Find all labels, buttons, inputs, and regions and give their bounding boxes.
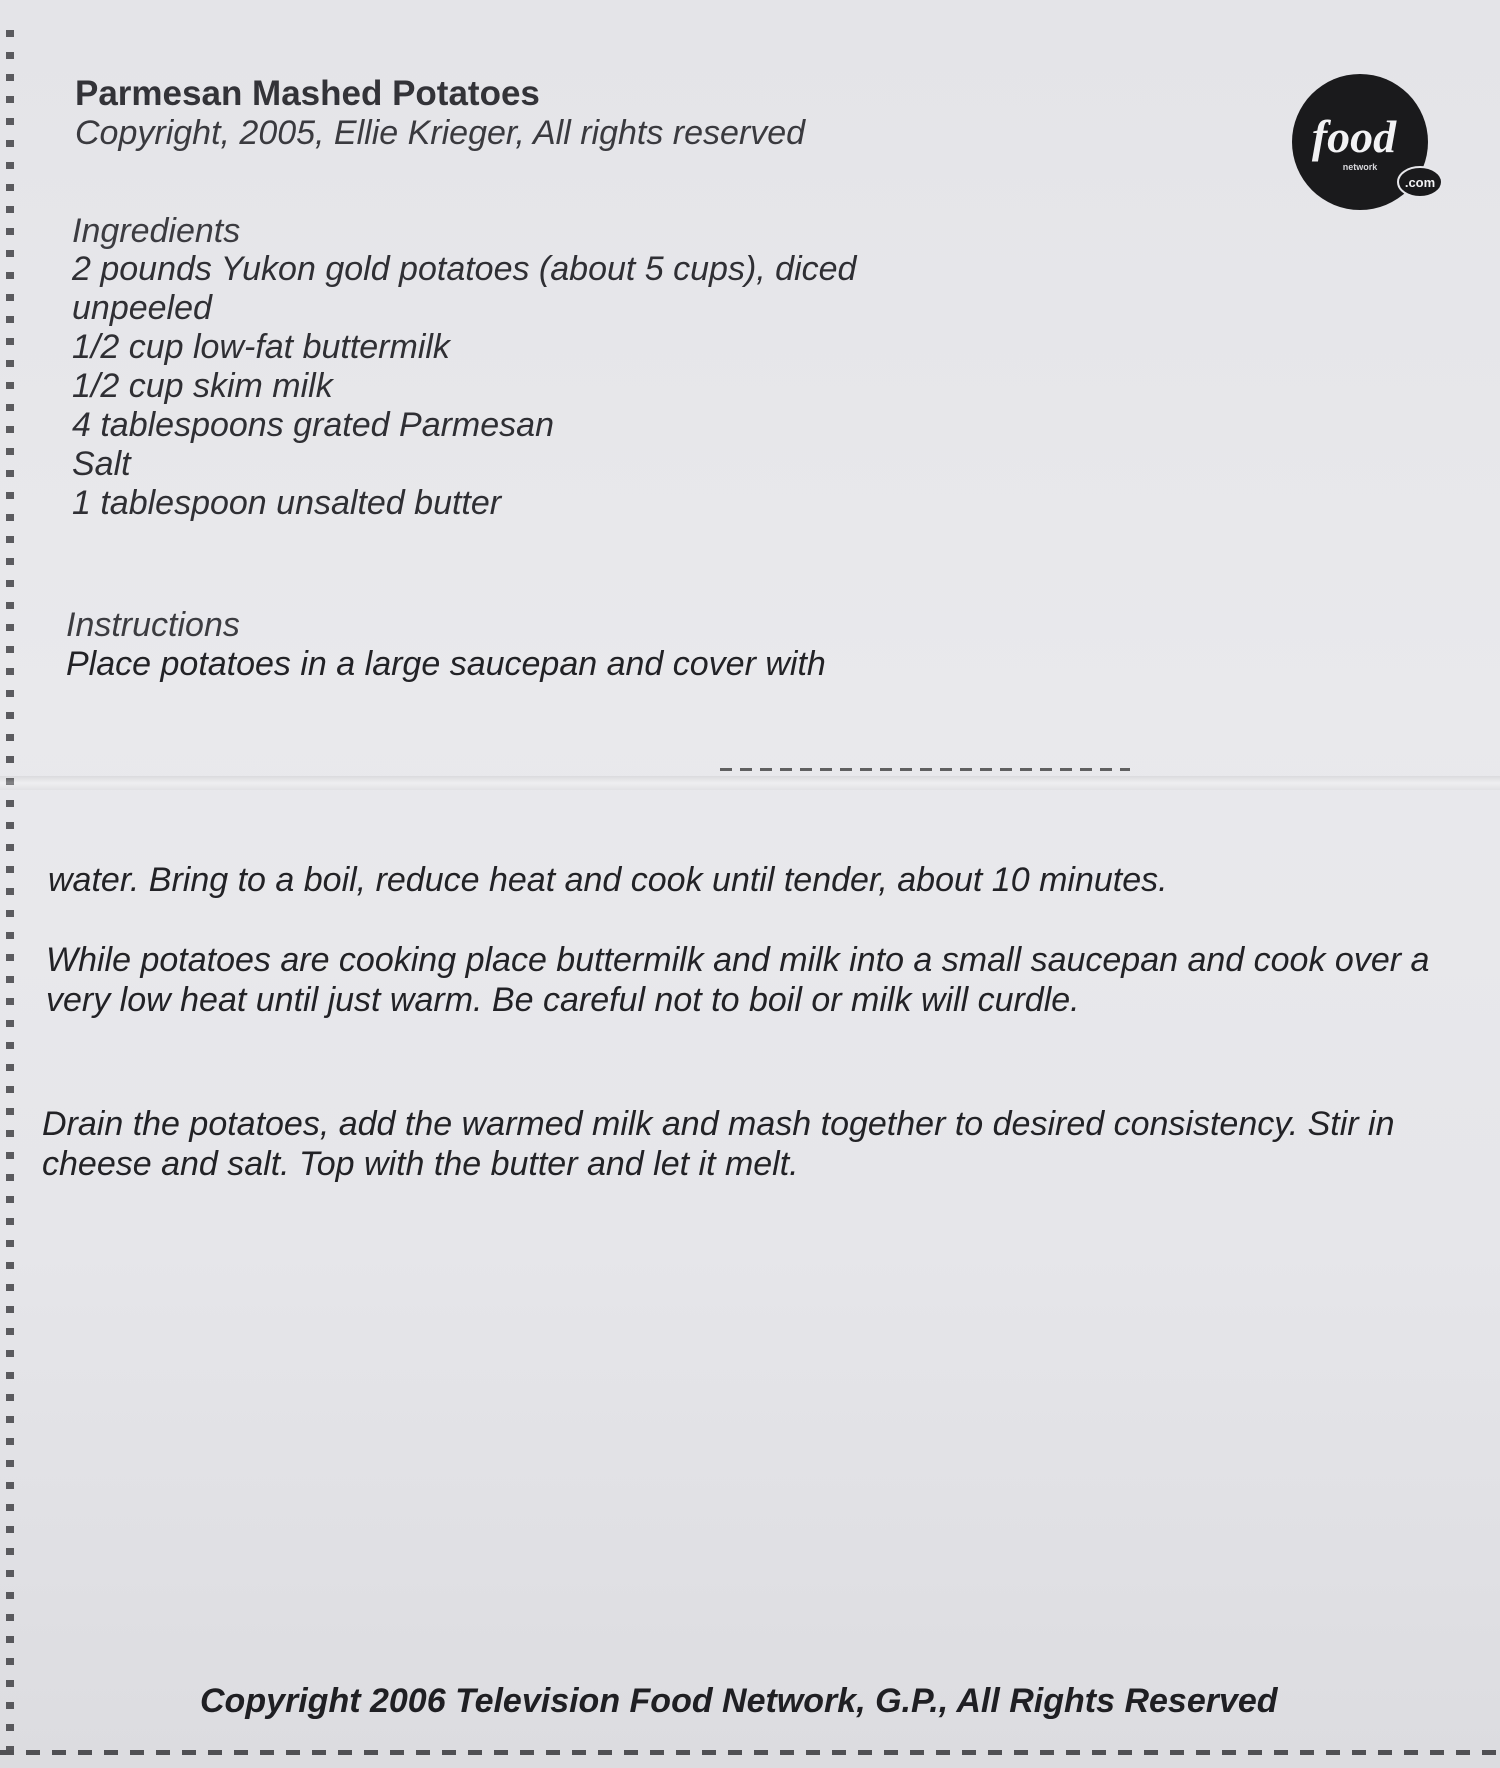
ingredient-item: unpeeled (72, 289, 212, 327)
ingredients-list (72, 250, 856, 523)
bottom-perforation (0, 1750, 1500, 1755)
footer-copyright: Copyright 2006 Television Food Network, G.P., All Rights Reserved (200, 1682, 1278, 1720)
instruction-step-1-end: water. Bring to a boil, reduce heat and cook until tender, about 10 minutes. (48, 861, 1168, 899)
left-perforation (6, 30, 14, 1750)
food-network-logo-icon (1284, 70, 1448, 220)
instruction-step-3: Drain the potatoes, add the warmed milk and mash together to desired consistency. Stir in cheese and salt. Top with the butter and let it melt. (42, 1105, 1395, 1183)
ingredient-item: 1/2 cup skim milk (72, 367, 333, 405)
logo-wordmark: food (1311, 111, 1397, 162)
instruction-step-1-start: Place potatoes in a large saucepan and cover with (66, 645, 826, 683)
ingredient-item: 2 pounds Yukon gold potatoes (about 5 cups), diced (72, 250, 857, 288)
ingredients-heading: Ingredients (72, 212, 241, 250)
ingredient-item: 1/2 cup low-fat buttermilk (72, 328, 450, 366)
paper-fold (0, 776, 1500, 790)
instruction-step-2: While potatoes are cooking place buttermilk and milk into a small saucepan and cook over a very low heat until just warm. Be careful not to boil or milk will curdle. (46, 941, 1430, 1019)
instructions-heading: Instructions (66, 606, 240, 644)
logo-subtext: network (1342, 162, 1378, 172)
ingredient-item: Salt (72, 445, 131, 483)
recipe-title: Parmesan Mashed Potatoes (75, 74, 540, 113)
ingredient-item: 4 tablespoons grated Parmesan (72, 406, 554, 444)
recipe-copyright: Copyright, 2005, Ellie Krieger, All rights reserved (75, 114, 806, 152)
tear-line (720, 768, 1130, 771)
ingredient-item: 1 tablespoon unsalted butter (72, 484, 502, 522)
logo-tld: .com (1404, 175, 1436, 190)
